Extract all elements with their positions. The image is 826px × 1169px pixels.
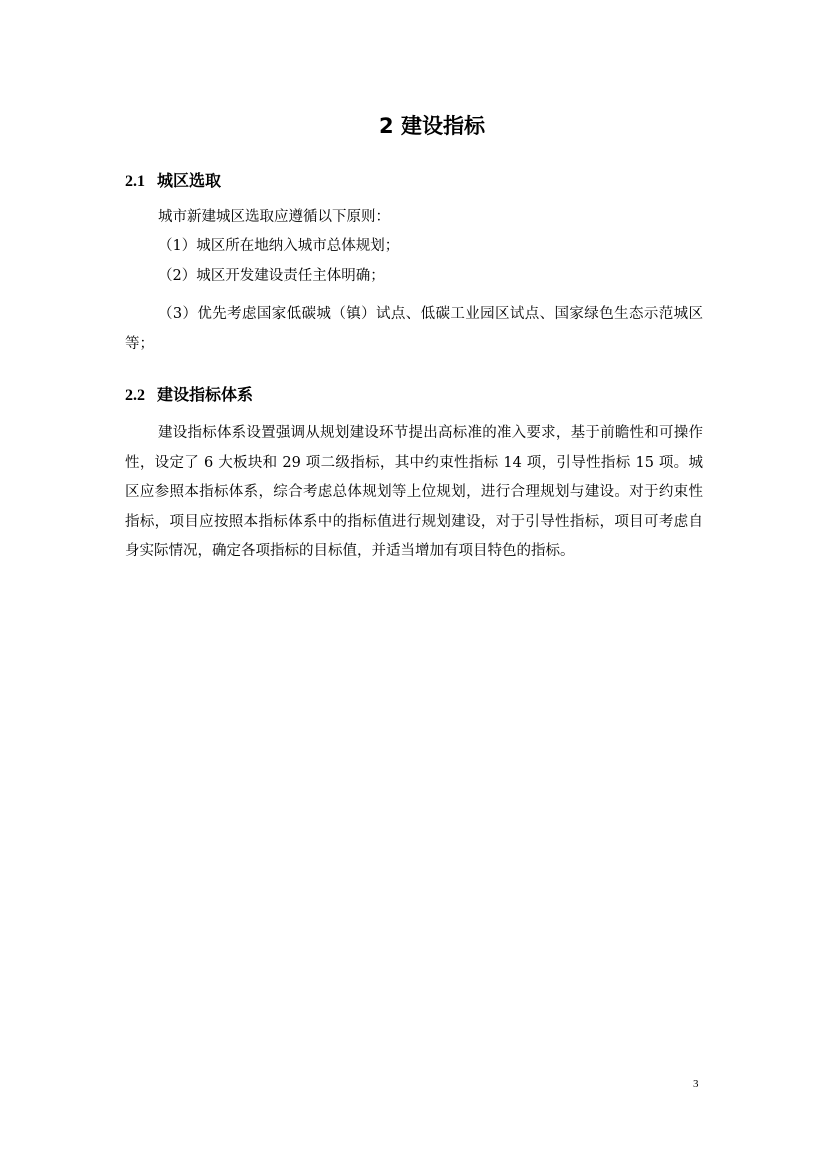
- section-heading-2-2: [125, 384, 253, 407]
- paragraph-indicator-system: 建设指标体系设置强调从规划建设环节提出高标准的准入要求，基于前瞻性和可操作性，设定了 6 大板块和 29 项二级指标，其中约束性指标 14 项，引导性指标 15 项。城区应参照本指标体系，综合考虑总体规划等上位规划，进行合理规划与建设。对于约束性指标，项目应按照本指标体系中的指标值进行规划建设，对于引导性指标，项目可考虑自身实际情况，确定各项指标的目标值，并适当增加有项目特色的指标。: [125, 425, 703, 559]
- paragraph-intro: 城市新建城区选取应遵循以下原则：: [158, 209, 390, 225]
- section-number: 2.2: [125, 387, 145, 404]
- section-number: 2.1: [125, 173, 145, 190]
- section-heading-2-1: [125, 170, 221, 193]
- paragraph-principle-3: （3）优先考虑国家低碳城（镇）试点、低碳工业园区试点、国家绿色生态示范城区等；: [125, 306, 703, 352]
- chapter-title: 2 建设指标: [379, 114, 485, 138]
- paragraph-principle-2: （2）城区开发建设责任主体明确；: [158, 268, 385, 284]
- section-title: 建设指标体系: [157, 385, 254, 404]
- section-title: 城区选取: [157, 171, 222, 190]
- paragraph-principle-1: （1）城区所在地纳入城市总体规划；: [158, 238, 400, 254]
- page-number: 3: [693, 1078, 699, 1090]
